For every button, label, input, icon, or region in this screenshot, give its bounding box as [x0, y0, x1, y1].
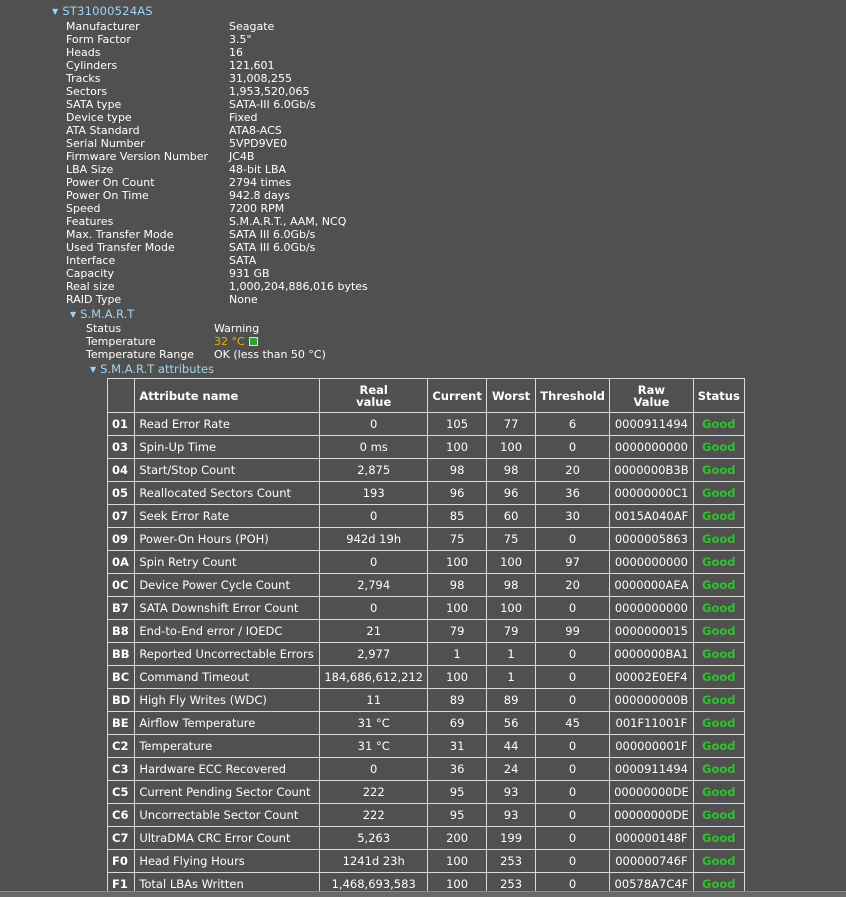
property-label: Power On Time	[66, 189, 149, 202]
current-value: 85	[428, 505, 487, 528]
real-value: 0	[320, 551, 428, 574]
attribute-name: Temperature	[135, 735, 320, 758]
real-value: 0 ms	[320, 436, 428, 459]
status-value: Good	[693, 689, 744, 712]
property-row	[66, 72, 368, 85]
attribute-name: Spin-Up Time	[135, 436, 320, 459]
worst-value: 89	[487, 689, 536, 712]
attribute-name: Reported Uncorrectable Errors	[135, 643, 320, 666]
raw-value: 00002E0EF4	[610, 666, 694, 689]
real-value-header[interactable]	[320, 379, 428, 413]
table-row[interactable]	[108, 689, 745, 712]
threshold-value: 0	[536, 873, 610, 896]
current-value: 75	[428, 528, 487, 551]
attribute-id: BB	[108, 643, 135, 666]
worst-value: 98	[487, 574, 536, 597]
real-value: 222	[320, 781, 428, 804]
worst-value: 93	[487, 781, 536, 804]
property-label: Manufacturer	[66, 20, 140, 33]
real-value-header-line1: Real	[359, 382, 388, 397]
property-row	[66, 111, 368, 124]
status-value: Good	[693, 735, 744, 758]
worst-header[interactable]: Worst	[487, 379, 536, 413]
current-value: 100	[428, 666, 487, 689]
attribute-name: High Fly Writes (WDC)	[135, 689, 320, 712]
current-header[interactable]: Current	[428, 379, 487, 413]
attribute-name: Spin Retry Count	[135, 551, 320, 574]
property-label: Device type	[66, 111, 132, 124]
raw-value: 000000746F	[610, 850, 694, 873]
property-value: 121,601	[229, 59, 275, 72]
table-row[interactable]	[108, 482, 745, 505]
property-value: SATA	[229, 254, 257, 267]
real-value: 222	[320, 804, 428, 827]
expand-arrow-icon[interactable]: ▼	[52, 7, 59, 16]
raw-value-header[interactable]	[610, 379, 694, 413]
real-value: 193	[320, 482, 428, 505]
threshold-value: 0	[536, 804, 610, 827]
worst-value: 93	[487, 804, 536, 827]
worst-value: 1	[487, 643, 536, 666]
status-value: Good	[693, 873, 744, 896]
smart-attributes-table	[107, 378, 745, 896]
worst-value: 100	[487, 436, 536, 459]
raw-value: 0000000015	[610, 620, 694, 643]
real-value-header-line2: value	[356, 394, 392, 409]
smart-attributes-tree-node[interactable]	[90, 362, 214, 376]
attribute-name-header[interactable]: Attribute name	[135, 379, 320, 413]
current-value: 98	[428, 459, 487, 482]
raw-value: 00000000DE	[610, 804, 694, 827]
attribute-id: 01	[108, 413, 135, 436]
status-value: Good	[693, 850, 744, 873]
real-value: 5,263	[320, 827, 428, 850]
threshold-value: 0	[536, 528, 610, 551]
property-label: Speed	[66, 202, 101, 215]
status-value: Good	[693, 551, 744, 574]
property-label: Capacity	[66, 267, 115, 280]
property-value: 5VPD9VE0	[229, 137, 288, 150]
threshold-value: 45	[536, 712, 610, 735]
table-row[interactable]	[108, 574, 745, 597]
raw-value: 001F11001F	[610, 712, 694, 735]
drive-tree-node[interactable]	[52, 4, 153, 18]
worst-value: 75	[487, 528, 536, 551]
table-row[interactable]	[108, 666, 745, 689]
status-value: Good	[693, 620, 744, 643]
current-value: 1	[428, 643, 487, 666]
worst-value: 79	[487, 620, 536, 643]
current-value: 79	[428, 620, 487, 643]
attribute-id: BE	[108, 712, 135, 735]
temperature-indicator-icon	[249, 337, 258, 346]
current-value: 31	[428, 735, 487, 758]
raw-value: 0000000000	[610, 436, 694, 459]
property-row	[66, 228, 368, 241]
current-value: 98	[428, 574, 487, 597]
property-row	[66, 215, 368, 228]
property-label: Power On Count	[66, 176, 155, 189]
property-row	[66, 98, 368, 111]
current-value: 200	[428, 827, 487, 850]
property-value: 931 GB	[229, 267, 270, 280]
table-row[interactable]	[108, 620, 745, 643]
property-label: Cylinders	[66, 59, 118, 72]
smart-status-row	[86, 322, 326, 335]
property-row	[66, 20, 368, 33]
table-row[interactable]	[108, 850, 745, 873]
real-value: 31 °C	[320, 735, 428, 758]
status-header[interactable]: Status	[693, 379, 744, 413]
current-value: 105	[428, 413, 487, 436]
table-row[interactable]	[108, 735, 745, 758]
smart-temp-range-value: OK (less than 50 °C)	[214, 348, 326, 361]
raw-value: 0000000000	[610, 597, 694, 620]
smart-status-value: Warning	[214, 322, 260, 335]
property-label: Real size	[66, 280, 115, 293]
raw-value: 000000000B	[610, 689, 694, 712]
table-row[interactable]	[108, 528, 745, 551]
status-value: Good	[693, 666, 744, 689]
property-row	[66, 33, 368, 46]
property-row	[66, 124, 368, 137]
status-value: Good	[693, 482, 744, 505]
table-row[interactable]	[108, 827, 745, 850]
property-value: SATA-III 6.0Gb/s	[229, 98, 316, 111]
attribute-id: F0	[108, 850, 135, 873]
current-value: 36	[428, 758, 487, 781]
property-row	[66, 59, 368, 72]
worst-value: 199	[487, 827, 536, 850]
attribute-name: Start/Stop Count	[135, 459, 320, 482]
attribute-name: Uncorrectable Sector Count	[135, 804, 320, 827]
real-value: 2,875	[320, 459, 428, 482]
threshold-value: 0	[536, 781, 610, 804]
raw-value: 0000000AEA	[610, 574, 694, 597]
expand-arrow-icon[interactable]: ▼	[90, 365, 97, 374]
property-label: Max. Transfer Mode	[66, 228, 174, 241]
worst-value: 96	[487, 482, 536, 505]
raw-value: 0000000000	[610, 551, 694, 574]
drive-properties-list	[66, 20, 368, 306]
attribute-name: Seek Error Rate	[135, 505, 320, 528]
table-row[interactable]	[108, 712, 745, 735]
attribute-id: BD	[108, 689, 135, 712]
attribute-id: C3	[108, 758, 135, 781]
threshold-value: 6	[536, 413, 610, 436]
table-row[interactable]	[108, 459, 745, 482]
real-value: 21	[320, 620, 428, 643]
property-row	[66, 85, 368, 98]
threshold-value: 0	[536, 436, 610, 459]
current-value: 69	[428, 712, 487, 735]
worst-value: 56	[487, 712, 536, 735]
current-value: 100	[428, 551, 487, 574]
attribute-name: Device Power Cycle Count	[135, 574, 320, 597]
real-value: 942d 19h	[320, 528, 428, 551]
real-value: 0	[320, 413, 428, 436]
property-label: Sectors	[66, 85, 108, 98]
raw-value: 0000911494	[610, 413, 694, 436]
threshold-value: 20	[536, 459, 610, 482]
status-value: Good	[693, 827, 744, 850]
attribute-name: UltraDMA CRC Error Count	[135, 827, 320, 850]
attribute-name: Power-On Hours (POH)	[135, 528, 320, 551]
attribute-id: F1	[108, 873, 135, 896]
property-value: None	[229, 293, 258, 306]
table-row[interactable]	[108, 505, 745, 528]
property-label: Tracks	[66, 72, 101, 85]
property-row	[66, 189, 368, 202]
status-value: Good	[693, 413, 744, 436]
current-value: 95	[428, 804, 487, 827]
raw-value: 000000001F	[610, 735, 694, 758]
smart-temp-range-row	[86, 348, 326, 361]
attribute-id: 04	[108, 459, 135, 482]
attribute-id: 03	[108, 436, 135, 459]
attribute-id: 09	[108, 528, 135, 551]
real-value: 0	[320, 758, 428, 781]
property-label: ATA Standard	[66, 124, 140, 137]
current-value: 95	[428, 781, 487, 804]
property-label: Features	[66, 215, 114, 228]
raw-value: 0000000B3B	[610, 459, 694, 482]
attribute-name: Reallocated Sectors Count	[135, 482, 320, 505]
raw-value-header-line2: Value	[633, 394, 670, 409]
current-value: 96	[428, 482, 487, 505]
attribute-id: B8	[108, 620, 135, 643]
property-value: Seagate	[229, 20, 275, 33]
property-label: LBA Size	[66, 163, 114, 176]
status-value: Good	[693, 781, 744, 804]
current-value: 89	[428, 689, 487, 712]
smart-temperature-value: 32 °C	[214, 335, 245, 348]
drive-name: ST31000524AS	[62, 4, 153, 18]
attribute-name: Airflow Temperature	[135, 712, 320, 735]
smart-summary	[86, 322, 326, 361]
smart-temp-range-label: Temperature Range	[86, 348, 195, 361]
table-header-row	[108, 379, 745, 413]
status-value: Good	[693, 459, 744, 482]
property-value: 942.8 days	[229, 189, 290, 202]
status-value: Good	[693, 758, 744, 781]
property-row	[66, 241, 368, 254]
real-value: 1241d 23h	[320, 850, 428, 873]
id-column-header	[108, 379, 135, 413]
table-row[interactable]	[108, 436, 745, 459]
property-value: SATA III 6.0Gb/s	[229, 228, 316, 241]
property-row	[66, 163, 368, 176]
real-value: 2,794	[320, 574, 428, 597]
worst-value: 98	[487, 459, 536, 482]
property-row	[66, 202, 368, 215]
property-label: Form Factor	[66, 33, 131, 46]
smart-tree-node[interactable]	[70, 307, 134, 321]
real-value: 2,977	[320, 643, 428, 666]
raw-value: 00000000DE	[610, 781, 694, 804]
property-row	[66, 150, 368, 163]
horizontal-scrollbar[interactable]	[0, 891, 846, 897]
current-value: 100	[428, 873, 487, 896]
threshold-value: 0	[536, 827, 610, 850]
status-value: Good	[693, 436, 744, 459]
raw-value: 0000911494	[610, 758, 694, 781]
property-label: Firmware Version Number	[66, 150, 209, 163]
property-label: Interface	[66, 254, 116, 267]
worst-value: 24	[487, 758, 536, 781]
property-row	[66, 254, 368, 267]
real-value: 0	[320, 597, 428, 620]
status-value: Good	[693, 505, 744, 528]
status-value: Good	[693, 712, 744, 735]
attribute-id: BC	[108, 666, 135, 689]
smart-temperature-label: Temperature	[86, 335, 156, 348]
property-value: SATA III 6.0Gb/s	[229, 241, 316, 254]
raw-value: 0000000BA1	[610, 643, 694, 666]
attribute-name: Read Error Rate	[135, 413, 320, 436]
raw-value: 00000000C1	[610, 482, 694, 505]
current-value: 100	[428, 597, 487, 620]
threshold-value: 0	[536, 850, 610, 873]
table-row[interactable]	[108, 413, 745, 436]
property-value: JC4B	[229, 150, 255, 163]
attribute-name: Command Timeout	[135, 666, 320, 689]
property-value: S.M.A.R.T., AAM, NCQ	[229, 215, 347, 228]
status-value: Good	[693, 643, 744, 666]
property-value: ATA8-ACS	[229, 124, 282, 137]
current-value: 100	[428, 850, 487, 873]
threshold-value: 30	[536, 505, 610, 528]
property-row	[66, 176, 368, 189]
property-value: 2794 times	[229, 176, 292, 189]
property-label: Heads	[66, 46, 101, 59]
worst-value: 253	[487, 850, 536, 873]
property-value: 31,008,255	[229, 72, 292, 85]
attribute-name: Total LBAs Written	[135, 873, 320, 896]
property-value: 1,000,204,886,016 bytes	[229, 280, 368, 293]
attribute-name: Hardware ECC Recovered	[135, 758, 320, 781]
attribute-id: C7	[108, 827, 135, 850]
worst-value: 77	[487, 413, 536, 436]
worst-value: 1	[487, 666, 536, 689]
threshold-header[interactable]: Threshold	[536, 379, 610, 413]
worst-value: 100	[487, 551, 536, 574]
property-value: Fixed	[229, 111, 258, 124]
threshold-value: 0	[536, 735, 610, 758]
smart-attributes-body	[108, 413, 745, 896]
attribute-id: 05	[108, 482, 135, 505]
attribute-id: 07	[108, 505, 135, 528]
attribute-name: Head Flying Hours	[135, 850, 320, 873]
expand-arrow-icon[interactable]: ▼	[70, 310, 77, 319]
property-row	[66, 280, 368, 293]
threshold-value: 36	[536, 482, 610, 505]
property-label: Used Transfer Mode	[66, 241, 175, 254]
worst-value: 253	[487, 873, 536, 896]
worst-value: 100	[487, 597, 536, 620]
real-value: 184,686,612,212	[320, 666, 428, 689]
property-label: RAID Type	[66, 293, 122, 306]
worst-value: 60	[487, 505, 536, 528]
property-value: 48-bit LBA	[229, 163, 287, 176]
threshold-value: 20	[536, 574, 610, 597]
threshold-value: 0	[536, 689, 610, 712]
property-row	[66, 267, 368, 280]
property-label: Serial Number	[66, 137, 145, 150]
property-label: SATA type	[66, 98, 122, 111]
property-row	[66, 137, 368, 150]
raw-value: 0000005863	[610, 528, 694, 551]
smart-temperature-row	[86, 335, 326, 348]
real-value: 0	[320, 505, 428, 528]
property-value: 3.5"	[229, 33, 252, 46]
smart-title: S.M.A.R.T	[80, 307, 135, 321]
real-value: 1,468,693,583	[320, 873, 428, 896]
threshold-value: 99	[536, 620, 610, 643]
table-row[interactable]	[108, 643, 745, 666]
table-row[interactable]	[108, 781, 745, 804]
table-row[interactable]	[108, 804, 745, 827]
status-value: Good	[693, 574, 744, 597]
attribute-id: C6	[108, 804, 135, 827]
attribute-name: Current Pending Sector Count	[135, 781, 320, 804]
real-value: 11	[320, 689, 428, 712]
status-value: Good	[693, 528, 744, 551]
attribute-id: 0C	[108, 574, 135, 597]
status-value: Good	[693, 804, 744, 827]
attribute-name: End-to-End error / IOEDC	[135, 620, 320, 643]
threshold-value: 97	[536, 551, 610, 574]
attribute-id: C2	[108, 735, 135, 758]
attribute-id: C5	[108, 781, 135, 804]
property-row	[66, 46, 368, 59]
raw-value: 00578A7C4F	[610, 873, 694, 896]
raw-value: 0015A040AF	[610, 505, 694, 528]
threshold-value: 0	[536, 597, 610, 620]
property-value: 16	[229, 46, 243, 59]
threshold-value: 0	[536, 758, 610, 781]
real-value: 31 °C	[320, 712, 428, 735]
attribute-id: B7	[108, 597, 135, 620]
attribute-name: SATA Downshift Error Count	[135, 597, 320, 620]
smart-status-label: Status	[86, 322, 122, 335]
table-row[interactable]	[108, 597, 745, 620]
raw-value: 000000148F	[610, 827, 694, 850]
threshold-value: 0	[536, 666, 610, 689]
status-value: Good	[693, 597, 744, 620]
table-row[interactable]	[108, 551, 745, 574]
property-value: 7200 RPM	[229, 202, 285, 215]
property-value: 1,953,520,065	[229, 85, 310, 98]
current-value: 100	[428, 436, 487, 459]
property-row	[66, 293, 368, 306]
threshold-value: 0	[536, 643, 610, 666]
table-row[interactable]	[108, 758, 745, 781]
smart-attributes-title: S.M.A.R.T attributes	[100, 362, 215, 376]
raw-value-header-line1: Raw	[637, 382, 666, 397]
worst-value: 44	[487, 735, 536, 758]
attribute-id: 0A	[108, 551, 135, 574]
